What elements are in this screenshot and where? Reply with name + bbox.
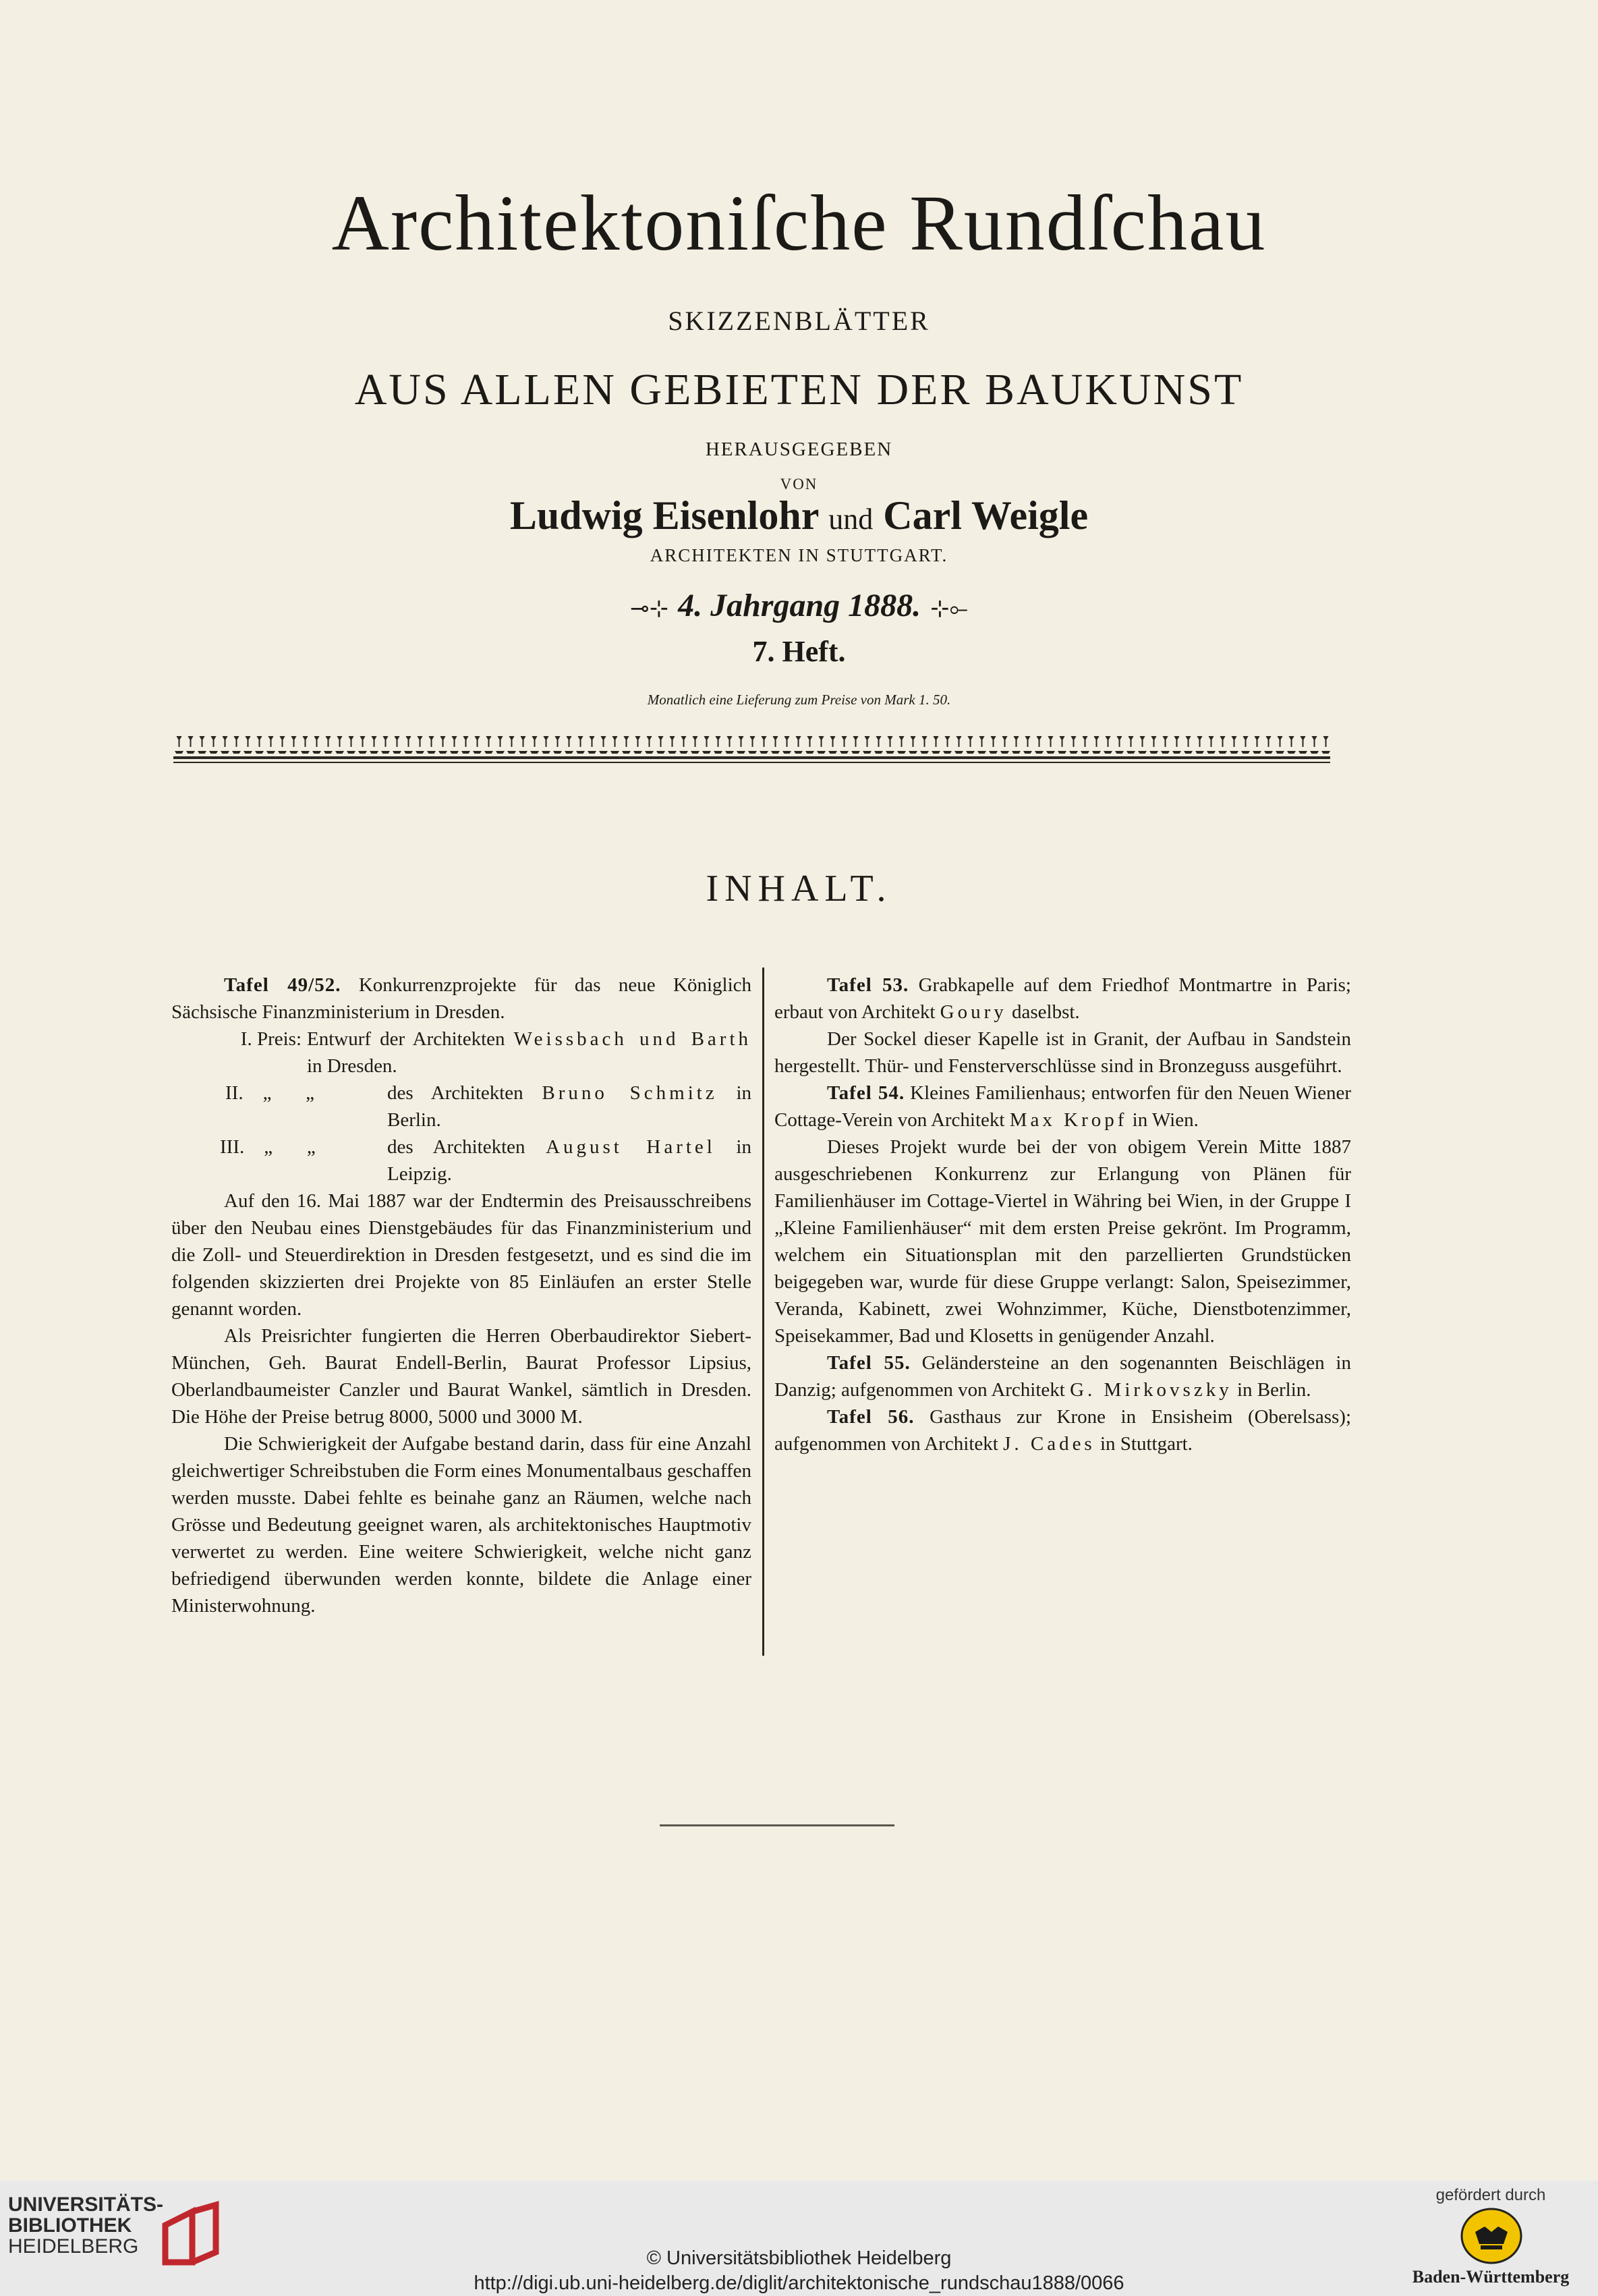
closing-rule [660, 1824, 894, 1826]
library-name-line1: UNIVERSITÄTS- [8, 2193, 164, 2216]
tafel-54-paragraph: Dieses Projekt wurde bei der von obigem Verein Mitte 1887 ausgeschriebenen Konkurrenz zur Erlangung von Plänen für Familienhäuser im Cottage-Viertel in Währing bei Wien, in der Gruppe I „Kleine Familienhäuser“ mit dem ersten Preise gekrönt. Im Programm, welchem ein Situationsplan mit den parzellierten Grundstücken beigegeben war, wurde für diese Gruppe verlangt: Salon, Speisezimmer, Veranda, Kabinett, zwei Wohnzimmer, Küche, Dienstbotenzimmer, Speisekammer, Bad und Klosetts in genügender Anzahl. [774, 1136, 1351, 1347]
baden-wuerttemberg-emblem-icon[interactable] [1460, 2208, 1522, 2264]
tafel-54-text-a: Kleines Familienhaus; entworfen für den Neuen Wiener Cottage-Verein von Architekt [774, 1082, 1351, 1131]
prize-3-text-b: in Leipzig. [387, 1136, 751, 1185]
prize-1-name: Weissbach und Barth [513, 1028, 751, 1050]
ornament-left-icon: ⊸⊹ [630, 596, 669, 621]
tafel-53-label: Tafel 53. [827, 974, 909, 996]
tafel-49-text: Konkurrenzprojekte für das neue Königlich Sächsische Finanzministerium in Dresden. [171, 974, 752, 1023]
subtitle-skizzenblaetter: SKIZZENBLÄTTER [668, 306, 930, 336]
library-name-line2: BIBLIOTHEK [8, 2214, 132, 2237]
left-column [171, 972, 751, 1619]
prize-1-text [307, 1026, 751, 1080]
editor-eisenlohr: Ludwig Eisenlohr [509, 493, 819, 538]
prize-2 [171, 1080, 751, 1133]
prize-2-text-a: des Architekten [387, 1082, 542, 1104]
tafel-55-entry [774, 1349, 1351, 1403]
funder-name: Baden-Württemberg [1412, 2267, 1570, 2287]
tafel-53-text-b: daselbst. [1006, 1001, 1080, 1023]
ornamental-border [173, 731, 1330, 774]
library-name-line3: HEIDELBERG [8, 2235, 139, 2258]
von-label: VON [780, 476, 818, 493]
right-column [774, 972, 1351, 1457]
prize-3-label: III. „ „ [220, 1136, 316, 1158]
prize-2-name: Bruno Schmitz [542, 1082, 718, 1104]
journal-title: Architektoniſche Rundſchau [331, 179, 1267, 267]
tafel-55-name: G. Mirkovszky [1070, 1379, 1232, 1401]
paragraph-schwierigkeit: Die Schwierigkeit der Aufgabe bestand darin, dass für eine Anzahl gleichwertiger Schreibstuben die Form eines Monumentalbaus geschaffen werden musste. Dabei fehlte es beinahe ganz an Räumen, welche nach Grösse und Bedeutung geeignet waren, als architektonisches Hauptmotiv verwertet zu werden. Eine weitere Schwierigkeit, welche nicht ganz befriedigend überwunden werden konnte, bildete die Anlage einer Ministerwohnung. [171, 1433, 751, 1617]
tafel-56-name: J. Cades [1003, 1433, 1095, 1455]
subtitle-baukunst: AUS ALLEN GEBIETEN DER BAUKUNST [354, 365, 1244, 414]
prize-2-label: II. „ „ [225, 1082, 315, 1104]
tafel-54-name: Max Kropf [1009, 1109, 1128, 1131]
tafel-55-text-b: in Berlin. [1232, 1379, 1311, 1401]
tafel-49-entry [171, 972, 751, 1026]
funded-by-label: gefördert durch [1435, 2186, 1546, 2204]
contents-heading: INHALT. [706, 868, 892, 909]
column-divider [762, 968, 764, 1656]
herausgegeben-label: HERAUSGEGEBEN [705, 439, 893, 460]
prize-1-label: I. Preis: [240, 1028, 302, 1050]
prize-2-text [387, 1080, 751, 1133]
tafel-49-label: Tafel 49/52. [224, 974, 341, 996]
permalink-url[interactable]: http://digi.ub.uni-heidelberg.de/diglit/architektonische_rundschau1888/0066 [474, 2272, 1124, 2294]
tafel-56-label: Tafel 56. [827, 1406, 915, 1428]
copyright-notice: © Universitätsbibliothek Heidelberg [646, 2247, 952, 2269]
paragraph-preisrichter: Als Preisrichter fungierten die Herren Oberbaudirektor Siebert-München, Geh. Baurat Endell-Berlin, Baurat Professor Lipsius, Oberlandbaumeister Canzler und Baurat Wankel, sämtlich in Dresden. Die Höhe der Preise betrug 8000, 5000 und 3000 M. [171, 1325, 751, 1428]
prize-1-text-a: Entwurf der Architekten [307, 1028, 514, 1050]
tafel-53-paragraph: Der Sockel dieser Kapelle ist in Granit, der Aufbau in Sandstein hergestellt. Thür- und Fensterverschlüsse sind in Bronzeguss ausgeführt. [774, 1028, 1351, 1077]
prize-3 [171, 1133, 751, 1187]
prize-2-text-b: in Berlin. [387, 1082, 751, 1131]
prize-1-text-b: in Dresden. [307, 1055, 397, 1077]
price-line: Monatlich eine Lieferung zum Preise von Mark 1. 50. [647, 692, 951, 708]
tafel-53-text-a: Grabkapelle auf dem Friedhof Montmartre in Paris; erbaut von Architekt [774, 974, 1351, 1023]
tafel-56-text-b: in Stuttgart. [1095, 1433, 1193, 1455]
tafel-56-entry [774, 1403, 1351, 1457]
tafel-55-label: Tafel 55. [827, 1352, 911, 1374]
tafel-54-label: Tafel 54. [827, 1082, 905, 1104]
ornament-right-icon: ⊹⟜ [930, 596, 968, 621]
jahrgang-text: 4. Jahrgang 1888. [678, 588, 921, 623]
architects-line: ARCHITEKTEN IN STUTTGART. [650, 545, 948, 565]
tafel-54-entry [774, 1080, 1351, 1133]
prize-3-name: August Hartel [546, 1136, 716, 1158]
tafel-56-text-a: Gasthaus zur Krone in Ensisheim (Oberelsass); aufgenommen von Architekt [774, 1406, 1352, 1455]
tafel-53-entry [774, 972, 1351, 1026]
tafel-55-text-a: Geländersteine an den sogenannten Beischlägen in Danzig; aufgenommen von Architekt [774, 1352, 1351, 1401]
jahrgang-line [0, 587, 1598, 624]
prize-3-text-a: des Architekten [387, 1136, 546, 1158]
paragraph-endtermin: Auf den 16. Mai 1887 war der Endtermin des Preisausschreibens über den Neubau eines Dienstgebäudes für das Finanzministerium und die Zoll- und Steuerdirektion in Dresden festgesetzt, und es sind die im folgenden skizzierten drei Projekte von 85 Einläufen an erster Stelle genannt worden. [171, 1190, 751, 1320]
editor-weigle: Carl Weigle [883, 493, 1089, 538]
und-label: und [828, 503, 874, 536]
tafel-54-text-b: in Wien. [1127, 1109, 1199, 1131]
editors [0, 493, 1598, 539]
heft-number: 7. Heft. [752, 635, 846, 668]
prize-3-text [387, 1133, 751, 1187]
prize-1 [171, 1026, 751, 1080]
tafel-53-name: Goury [940, 1001, 1007, 1023]
